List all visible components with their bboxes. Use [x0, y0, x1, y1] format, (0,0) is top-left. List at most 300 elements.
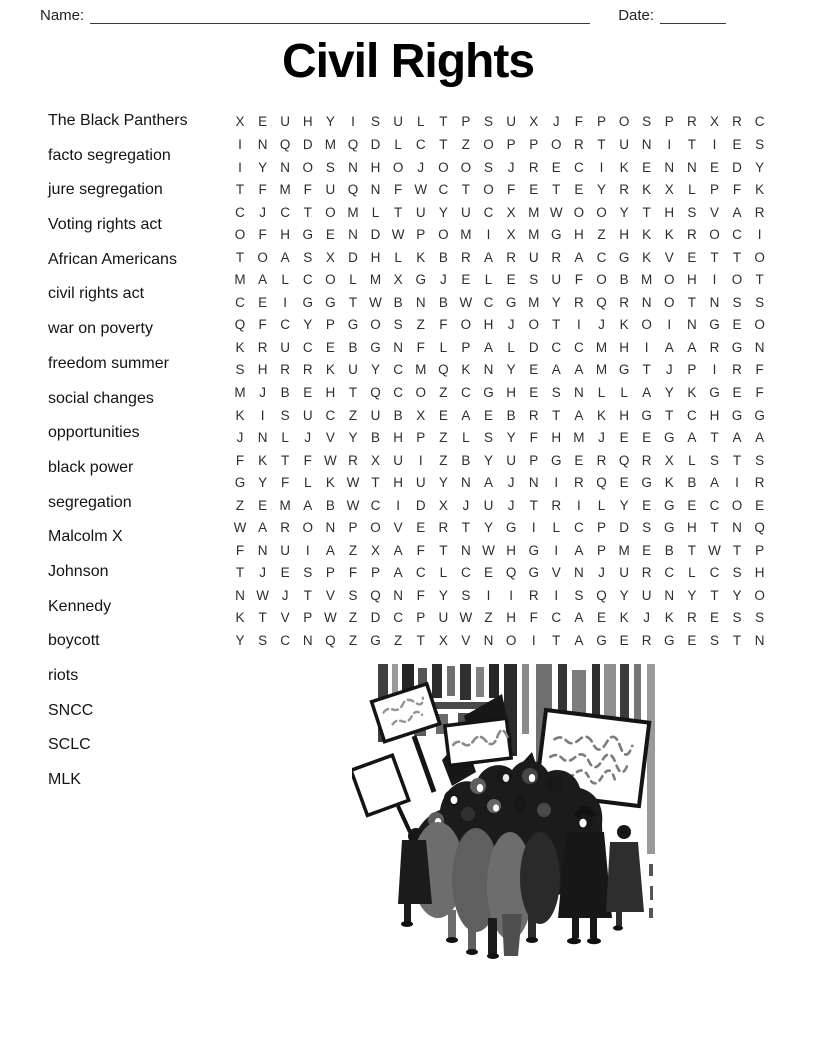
- grid-letter: U: [619, 565, 629, 581]
- grid-letter: N: [235, 587, 245, 603]
- grid-letter: E: [280, 565, 290, 581]
- grid-letter: T: [235, 565, 245, 581]
- grid-letter: K: [619, 317, 629, 333]
- grid-letter: S: [551, 385, 561, 401]
- grid-letter: S: [393, 317, 403, 333]
- grid-letter: E: [642, 497, 652, 513]
- grid-letter: A: [484, 339, 494, 355]
- grid-letter: H: [506, 610, 516, 626]
- grid-letter: Y: [619, 497, 629, 513]
- grid-letter: V: [664, 249, 674, 265]
- grid-letter: M: [641, 272, 653, 288]
- grid-letter: S: [484, 114, 494, 130]
- grid-letter: Z: [439, 452, 448, 468]
- grid-letter: T: [687, 137, 696, 152]
- grid-letter: N: [754, 633, 765, 649]
- grid-letter: T: [461, 182, 471, 198]
- grid-letter: T: [687, 294, 696, 310]
- grid-letter: G: [505, 294, 517, 310]
- grid-letter: A: [732, 430, 742, 446]
- grid-letter: R: [438, 520, 449, 536]
- word-list-item: Kennedy: [48, 597, 112, 615]
- word-list-item: Voting rights act: [48, 216, 162, 234]
- grid-letter: C: [302, 339, 313, 355]
- grid-letter: O: [438, 227, 449, 243]
- grid-letter: U: [461, 204, 471, 220]
- grid-letter: E: [619, 475, 629, 491]
- grid-letter: I: [238, 137, 242, 152]
- grid-letter: B: [371, 430, 381, 446]
- grid-letter: G: [641, 475, 652, 491]
- grid-letter: I: [260, 407, 265, 423]
- grid-letter: A: [258, 520, 268, 536]
- grid-letter: L: [281, 272, 289, 288]
- grid-letter: M: [324, 137, 336, 152]
- grid-letter: H: [551, 430, 562, 446]
- grid-letter: M: [618, 542, 630, 558]
- grid-letter: Q: [754, 520, 765, 536]
- grid-letter: C: [754, 114, 765, 130]
- grid-letter: K: [664, 227, 674, 243]
- grid-letter: H: [483, 317, 494, 333]
- grid-letter: O: [302, 520, 314, 536]
- grid-letter: F: [755, 385, 764, 401]
- grid-letter: F: [732, 182, 742, 198]
- grid-letter: E: [732, 317, 742, 333]
- grid-letter: C: [461, 385, 471, 401]
- grid-letter: P: [303, 610, 313, 626]
- grid-letter: G: [731, 339, 743, 355]
- grid-letter: S: [709, 633, 719, 649]
- grid-letter: E: [529, 385, 539, 401]
- grid-letter: M: [528, 204, 540, 220]
- grid-letter: P: [461, 339, 471, 355]
- grid-letter: E: [642, 430, 652, 446]
- grid-letter: V: [709, 204, 719, 220]
- grid-letter: L: [394, 137, 402, 152]
- grid-letter: E: [755, 497, 765, 513]
- grid-letter: F: [394, 182, 403, 198]
- grid-letter: H: [619, 339, 629, 355]
- grid-letter: G: [731, 407, 743, 423]
- grid-letter: N: [528, 475, 539, 491]
- grid-letter: N: [393, 339, 404, 355]
- word-list-item: segregation: [48, 493, 132, 511]
- grid-letter: E: [303, 385, 313, 401]
- grid-letter: R: [574, 137, 584, 152]
- grid-letter: E: [551, 159, 561, 175]
- grid-letter: Y: [438, 475, 448, 491]
- grid-letter: P: [416, 430, 426, 446]
- grid-letter: S: [755, 610, 765, 626]
- grid-letter: K: [235, 610, 245, 626]
- grid-letter: B: [280, 385, 290, 401]
- grid-letter: X: [416, 407, 426, 423]
- word-list-item: opportunities: [48, 424, 140, 442]
- grid-letter: X: [438, 633, 448, 649]
- grid-letter: T: [439, 542, 448, 558]
- grid-letter: D: [528, 339, 539, 355]
- grid-letter: R: [461, 249, 471, 265]
- grid-letter: G: [528, 565, 539, 581]
- grid-letter: C: [709, 565, 720, 581]
- grid-letter: H: [664, 204, 675, 220]
- grid-letter: K: [596, 407, 606, 423]
- grid-letter: B: [348, 339, 358, 355]
- grid-letter: N: [325, 520, 336, 536]
- grid-letter: D: [370, 137, 381, 152]
- grid-letter: E: [574, 182, 584, 198]
- grid-letter: R: [280, 362, 291, 378]
- grid-letter: G: [528, 542, 539, 558]
- grid-letter: X: [371, 452, 381, 468]
- grid-letter: W: [708, 542, 721, 558]
- grid-letter: C: [664, 565, 675, 581]
- grid-letter: S: [303, 249, 313, 265]
- grid-letter: O: [664, 272, 675, 288]
- grid-letter: T: [371, 475, 380, 491]
- grid-letter: J: [507, 317, 515, 333]
- grid-letter: G: [302, 294, 314, 310]
- grid-letter: I: [486, 227, 491, 243]
- grid-letter: X: [325, 249, 335, 265]
- grid-letter: N: [686, 317, 697, 333]
- grid-letter: F: [235, 452, 245, 468]
- grid-letter: N: [280, 159, 291, 175]
- grid-letter: A: [755, 430, 765, 446]
- grid-letter: U: [280, 542, 291, 558]
- grid-letter: M: [415, 362, 427, 378]
- grid-letter: E: [687, 633, 697, 649]
- grid-letter: M: [595, 339, 608, 355]
- grid-letter: G: [347, 317, 359, 333]
- grid-letter: K: [258, 452, 268, 468]
- grid-letter: B: [619, 272, 629, 288]
- grid-letter: R: [348, 452, 358, 468]
- grid-letter: R: [641, 633, 652, 649]
- grid-letter: W: [414, 182, 428, 198]
- grid-letter: S: [484, 159, 494, 175]
- grid-letter: L: [597, 497, 606, 513]
- grid-letter: R: [641, 565, 652, 581]
- grid-letter: F: [303, 452, 312, 468]
- grid-letter: O: [596, 272, 607, 288]
- grid-letter: G: [302, 227, 314, 243]
- word-list-item: facto segregation: [48, 146, 171, 164]
- grid-letter: A: [574, 633, 584, 649]
- grid-letter: O: [438, 159, 449, 175]
- grid-letter: A: [393, 542, 403, 558]
- grid-letter: Z: [439, 430, 448, 446]
- grid-letter: S: [235, 362, 245, 378]
- grid-letter: Q: [596, 475, 607, 491]
- grid-letter: J: [462, 497, 470, 513]
- grid-letter: T: [303, 204, 312, 220]
- grid-letter: B: [664, 542, 674, 558]
- grid-letter: E: [642, 542, 652, 558]
- grid-letter: T: [665, 407, 674, 423]
- grid-letter: E: [325, 227, 335, 243]
- grid-letter: U: [393, 114, 404, 130]
- grid-letter: N: [257, 430, 268, 446]
- grid-letter: B: [325, 497, 335, 513]
- name-label: Name:: [40, 7, 85, 24]
- name-blank-line: [90, 8, 590, 24]
- grid-letter: R: [551, 249, 562, 265]
- grid-letter: B: [506, 407, 516, 423]
- grid-letter: P: [325, 317, 335, 333]
- grid-letter: L: [462, 430, 470, 446]
- grid-letter: Y: [303, 317, 313, 333]
- grid-letter: S: [303, 565, 313, 581]
- grid-letter: H: [686, 272, 697, 288]
- grid-letter: P: [416, 227, 426, 243]
- grid-letter: T: [642, 362, 651, 378]
- grid-letter: E: [325, 339, 335, 355]
- grid-letter: N: [415, 294, 426, 310]
- grid-letter: U: [415, 475, 426, 491]
- grid-letter: I: [667, 137, 672, 152]
- grid-letter: E: [484, 565, 494, 581]
- grid-letter: O: [505, 633, 517, 649]
- grid-letter: G: [596, 633, 607, 649]
- grid-letter: S: [258, 633, 268, 649]
- grid-letter: K: [619, 610, 629, 626]
- grid-letter: O: [257, 249, 268, 265]
- grid-letter: E: [732, 137, 742, 152]
- grid-letter: O: [460, 159, 472, 175]
- grid-letter: Z: [394, 633, 403, 649]
- grid-letter: N: [348, 227, 358, 243]
- grid-letter: L: [394, 249, 402, 265]
- grid-letter: U: [528, 249, 539, 265]
- page-title: Civil Rights: [281, 35, 535, 88]
- grid-letter: Y: [551, 294, 561, 310]
- grid-letter: V: [461, 633, 471, 649]
- grid-letter: L: [439, 339, 448, 355]
- grid-letter: I: [735, 475, 739, 491]
- grid-letter: J: [236, 430, 244, 446]
- grid-letter: B: [461, 452, 471, 468]
- grid-letter: O: [325, 272, 336, 288]
- grid-letter: U: [302, 407, 313, 423]
- grid-letter: F: [303, 182, 312, 198]
- grid-letter: F: [348, 565, 358, 581]
- grid-letter: N: [574, 385, 584, 401]
- date-label: Date:: [618, 7, 655, 24]
- grid-letter: T: [281, 452, 290, 468]
- grid-letter: I: [554, 542, 559, 558]
- grid-letter: M: [279, 497, 291, 513]
- grid-letter: O: [618, 114, 630, 130]
- grid-letter: U: [438, 610, 449, 626]
- grid-letter: C: [596, 249, 607, 265]
- grid-letter: O: [415, 385, 426, 401]
- grid-letter: F: [235, 542, 245, 558]
- grid-letter: C: [574, 339, 584, 355]
- grid-letter: C: [325, 407, 336, 423]
- grid-letter: F: [416, 542, 425, 558]
- grid-letter: J: [552, 114, 560, 130]
- grid-letter: C: [574, 520, 584, 536]
- grid-letter: S: [755, 452, 765, 468]
- grid-letter: A: [280, 249, 290, 265]
- grid-letter: E: [506, 272, 516, 288]
- grid-letter: C: [686, 407, 697, 423]
- grid-letter: R: [754, 204, 765, 220]
- grid-letter: N: [574, 565, 584, 581]
- grid-letter: T: [710, 249, 719, 265]
- grid-letter: G: [664, 520, 675, 536]
- grid-letter: E: [574, 452, 584, 468]
- grid-letter: I: [305, 542, 310, 558]
- grid-letter: T: [394, 204, 403, 220]
- grid-letter: M: [460, 227, 472, 243]
- grid-letter: H: [393, 430, 404, 446]
- grid-letter: C: [235, 204, 245, 220]
- grid-letter: W: [459, 610, 473, 626]
- grid-letter: B: [438, 294, 448, 310]
- grid-letter: K: [325, 362, 335, 378]
- grid-letter: X: [709, 114, 719, 130]
- grid-letter: V: [325, 587, 335, 603]
- grid-letter: I: [396, 497, 401, 513]
- grid-letter: O: [731, 497, 743, 513]
- grid-letter: W: [482, 542, 495, 558]
- grid-letter: N: [461, 542, 471, 558]
- grid-letter: F: [506, 182, 516, 198]
- grid-letter: O: [460, 317, 472, 333]
- grid-letter: Z: [348, 610, 358, 626]
- grid-letter: R: [732, 362, 742, 378]
- grid-letter: O: [664, 294, 675, 310]
- grid-letter: H: [393, 475, 404, 491]
- grid-letter: E: [484, 407, 494, 423]
- grid-letter: A: [258, 272, 268, 288]
- grid-letter: R: [754, 475, 765, 491]
- grid-letter: S: [371, 114, 381, 130]
- grid-letter: G: [325, 294, 336, 310]
- grid-letter: T: [552, 633, 561, 649]
- grid-letter: R: [280, 520, 291, 536]
- grid-letter: N: [664, 159, 675, 175]
- grid-letter: M: [234, 272, 246, 288]
- grid-letter: T: [687, 542, 696, 558]
- grid-letter: K: [755, 182, 765, 198]
- grid-letter: T: [710, 430, 719, 446]
- grid-letter: H: [754, 565, 765, 581]
- grid-letter: W: [549, 204, 563, 220]
- grid-letter: F: [529, 430, 538, 446]
- grid-letter: G: [618, 362, 630, 378]
- grid-letter: T: [552, 407, 561, 423]
- grid-letter: N: [483, 633, 494, 649]
- grid-letter: S: [484, 430, 494, 446]
- grid-letter: E: [642, 159, 652, 175]
- grid-letter: O: [370, 520, 381, 536]
- grid-letter: S: [574, 587, 584, 603]
- grid-letter: H: [686, 520, 697, 536]
- grid-letter: A: [574, 610, 584, 626]
- grid-letter: S: [687, 204, 697, 220]
- grid-letter: O: [325, 204, 336, 220]
- grid-letter: P: [461, 114, 471, 130]
- grid-letter: T: [642, 204, 651, 220]
- grid-letter: X: [664, 452, 674, 468]
- grid-letter: O: [709, 227, 720, 243]
- grid-letter: Q: [505, 565, 517, 581]
- grid-letter: G: [234, 475, 246, 491]
- grid-letter: W: [233, 520, 247, 536]
- grid-letter: S: [732, 610, 742, 626]
- grid-letter: N: [709, 294, 720, 310]
- grid-letter: H: [280, 227, 291, 243]
- word-list-item: jure segregation: [48, 181, 163, 199]
- grid-letter: R: [709, 339, 720, 355]
- grid-letter: C: [393, 362, 404, 378]
- grid-letter: O: [528, 317, 539, 333]
- grid-letter: O: [596, 204, 607, 220]
- grid-letter: T: [439, 114, 448, 130]
- grid-letter: C: [732, 227, 742, 243]
- grid-letter: A: [551, 362, 561, 378]
- grid-letter: K: [664, 610, 674, 626]
- grid-letter: L: [688, 565, 696, 581]
- grid-letter: F: [529, 610, 538, 626]
- grid-letter: R: [619, 182, 629, 198]
- grid-letter: T: [529, 497, 538, 513]
- grid-letter: D: [348, 249, 358, 265]
- grid-letter: N: [370, 182, 381, 198]
- grid-letter: E: [258, 294, 268, 310]
- grid-letter: V: [551, 565, 561, 581]
- grid-letter: Q: [370, 587, 381, 603]
- grid-letter: S: [280, 407, 290, 423]
- grid-letter: R: [686, 114, 697, 130]
- grid-letter: T: [755, 272, 764, 288]
- grid-letter: B: [687, 475, 697, 491]
- grid-letter: T: [597, 137, 606, 152]
- grid-letter: S: [325, 159, 335, 175]
- grid-letter: M: [528, 294, 540, 310]
- grid-letter: K: [687, 385, 697, 401]
- grid-letter: V: [325, 430, 335, 446]
- grid-letter: Z: [439, 385, 448, 401]
- grid-letter: Y: [484, 452, 494, 468]
- grid-letter: T: [710, 587, 719, 603]
- grid-letter: G: [641, 407, 652, 423]
- grid-letter: G: [754, 407, 765, 423]
- grid-letter: A: [574, 407, 584, 423]
- grid-letter: M: [279, 182, 291, 198]
- grid-letter: D: [302, 137, 313, 152]
- grid-letter: R: [574, 475, 584, 491]
- grid-letter: W: [346, 497, 360, 513]
- grid-letter: D: [732, 159, 742, 175]
- grid-letter: G: [370, 633, 381, 649]
- grid-letter: T: [732, 633, 742, 649]
- grid-letter: U: [370, 407, 381, 423]
- grid-letter: H: [302, 114, 313, 130]
- grid-letter: E: [258, 114, 268, 130]
- grid-letter: R: [686, 227, 697, 243]
- grid-letter: Y: [258, 159, 268, 175]
- grid-letter: J: [259, 565, 266, 581]
- grid-letter: J: [598, 317, 605, 333]
- grid-letter: C: [280, 317, 291, 333]
- date-blank-line: [660, 8, 726, 24]
- grid-letter: Y: [325, 114, 335, 130]
